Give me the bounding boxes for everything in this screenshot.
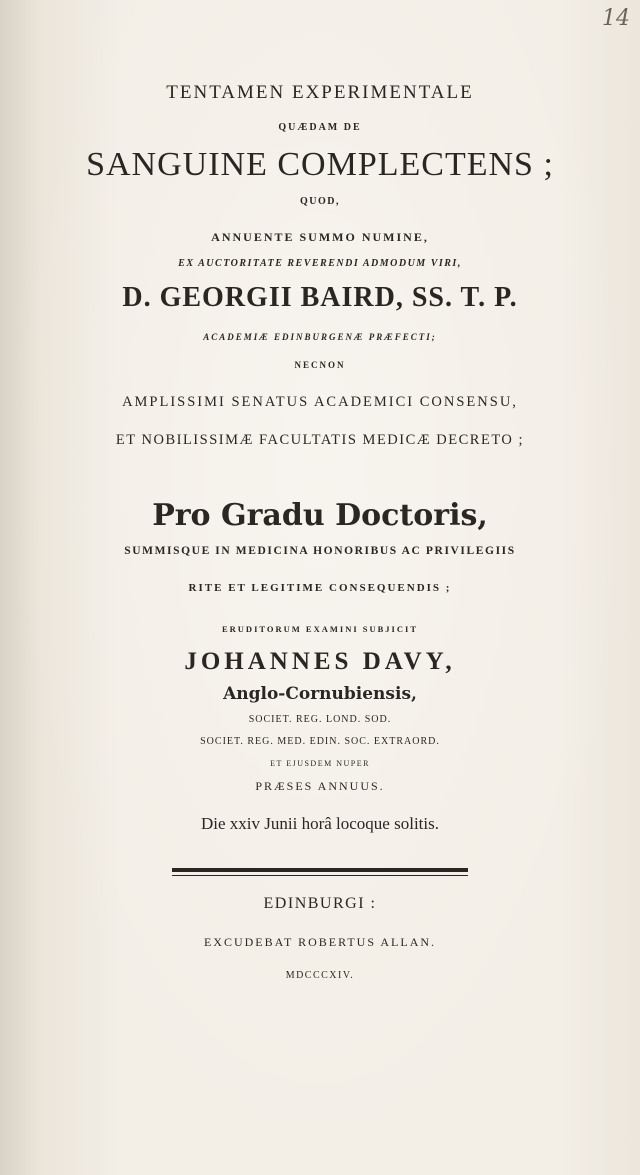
rite-line: RITE ET LEGITIME CONSEQUENDIS ;	[188, 582, 452, 594]
summisque-line: SUMMISQUE IN MEDICINA HONORIBUS AC PRIVILEGIIS	[124, 545, 516, 557]
society-line-2: SOCIET. REG. MED. EDIN. SOC. EXTRAORD.	[200, 736, 440, 747]
title-quod: QUOD,	[300, 196, 340, 207]
annuente-line: ANNUENTE SUMMO NUMINE,	[211, 230, 429, 244]
gradu-doctoris: Pro Gradu Doctoris,	[152, 498, 488, 533]
divider-thick	[172, 868, 468, 872]
author-name: JOHANNES DAVY,	[184, 648, 456, 675]
date-of-examination: Die xxiv Junii horâ locoque solitis.	[201, 814, 439, 833]
title-sanguine: SANGUINE COMPLECTENS ;	[86, 146, 554, 183]
facultatis-line: ET NOBILISSIMÆ FACULTATIS MEDICÆ DECRETO ;	[115, 432, 525, 448]
author-origin: Anglo-Cornubiensis,	[223, 684, 417, 704]
baird-name: D. GEORGII BAIRD, SS. T. P.	[122, 282, 518, 313]
necnon-line: NECNON	[294, 360, 346, 370]
auctoritate-line: EX AUCTORITATE REVERENDI ADMODUM VIRI,	[178, 258, 462, 269]
title-quaedam: QUÆDAM DE	[278, 122, 362, 133]
senatus-line: AMPLISSIMI SENATUS ACADEMICI CONSENSU,	[122, 394, 518, 410]
society-line-1: SOCIET. REG. LOND. SOD.	[248, 714, 392, 725]
divider-thin	[172, 875, 468, 876]
corner-shelf-mark: 14	[602, 6, 630, 31]
imprint-city: EDINBURGI :	[263, 895, 377, 912]
title-tentamen: TENTAMEN EXPERIMENTALE	[166, 82, 474, 103]
imprint-year: MDCCCXIV.	[285, 970, 355, 981]
ejusdem-line: ET EJUSDEM NUPER	[270, 759, 370, 768]
academiae-line: ACADEMIÆ EDINBURGENÆ PRÆFECTI;	[203, 332, 437, 342]
praeses-line: PRÆSES ANNUUS.	[255, 779, 385, 793]
eruditorum-line: ERUDITORUM EXAMINI SUBJICIT	[221, 624, 418, 634]
imprint-printer: EXCUDEBAT ROBERTUS ALLAN.	[203, 935, 437, 949]
